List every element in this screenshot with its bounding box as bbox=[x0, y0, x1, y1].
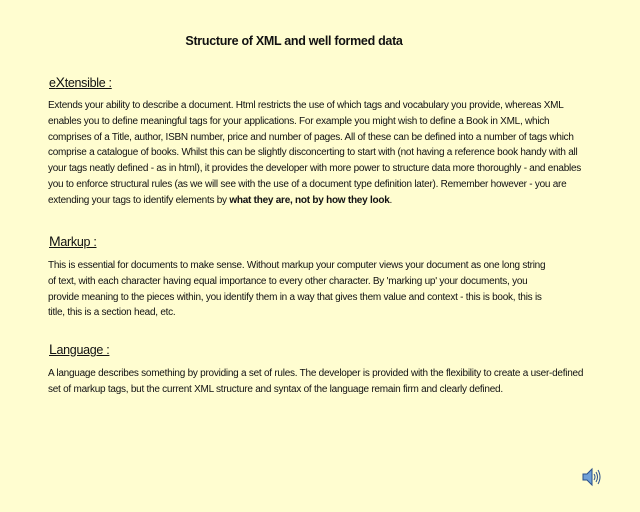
heading-capital: M bbox=[49, 233, 61, 249]
page-title: Structure of XML and well formed data bbox=[185, 34, 403, 48]
paragraph-emphasis: what they are, not by how they look bbox=[229, 194, 390, 206]
heading-language bbox=[49, 341, 109, 357]
paragraph-language: A language describes something by providing a set of rules. The developer is provided with the flexibility to create a user-defined set of markup tags, but the current XML structure and syntax of the language remain firm and clearly defined. bbox=[48, 368, 584, 395]
heading-capital: L bbox=[49, 341, 57, 357]
heading-rest: arkup : bbox=[60, 235, 97, 249]
paragraph-markup: This is essential for documents to make sense. Without markup your computer views your document as one long string of text, with each character having equal importance to every other character. By 'marking up' your documents, you provide meaning to the pieces within, you identify them in a way that gives them value and context - this is book, this is title, this is a section head, etc. bbox=[48, 260, 546, 319]
heading-capital: X bbox=[55, 74, 65, 90]
speaker-icon[interactable] bbox=[580, 466, 602, 488]
heading-prefix: e bbox=[49, 76, 56, 90]
heading-markup bbox=[49, 233, 97, 249]
heading-rest: tensible : bbox=[64, 76, 112, 90]
heading-extensible bbox=[49, 74, 112, 90]
paragraph-text: Extends your ability to describe a document. Html restricts the use of which tags and vocabulary you provide, whereas XML enables you to define meaningful tags for your applications. For example you might wish to define a Book in XML, which comprises of a Title, author, ISBN number, price and number of pages. All of these can be defined into a number of tags which comprise a catalogue of books. Whilst this can be slightly disconcerting to start with (not having a reference book handy with all your tags neatly defined - as in html), it provides the developer with more power to structure data more thoroughly - and enables you to enforce structural rules (as we will see with the use of a document type definition later). Remember however - you are extending your tags to identify elements by bbox=[48, 100, 582, 206]
paragraph-end: . bbox=[389, 194, 393, 206]
paragraph-extensible bbox=[48, 98, 588, 209]
heading-rest: anguage : bbox=[56, 343, 110, 357]
